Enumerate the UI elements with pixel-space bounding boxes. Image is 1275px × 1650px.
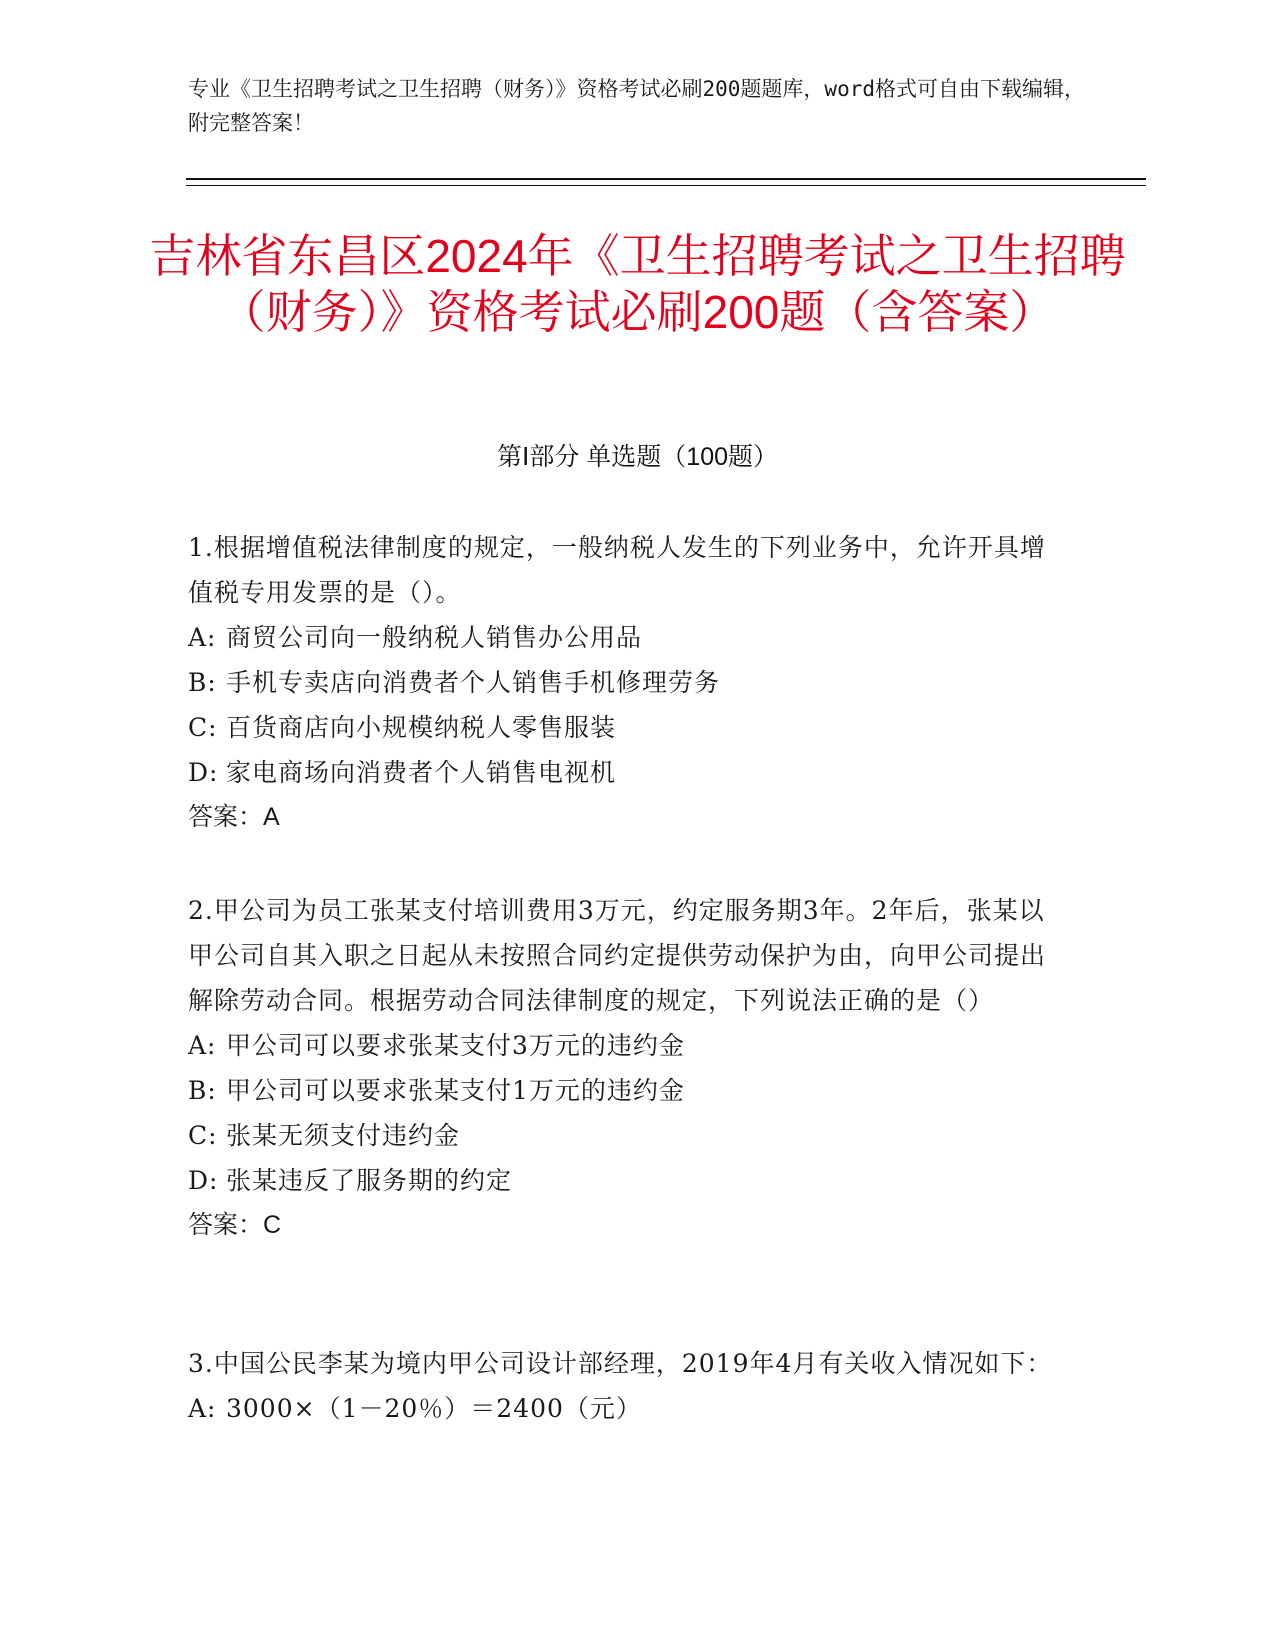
option-text: 甲公司可以要求张某支付1万元的违约金 <box>226 1076 685 1105</box>
answer-label: 答案：C <box>188 1211 282 1239</box>
option-text: 张某无须支付违约金 <box>226 1121 461 1150</box>
question-stem: 1.根据增值税法律制度的规定，一般纳税人发生的下列业务中，允许开具增值税专用发票的是（）。 <box>188 533 1046 607</box>
header-rule-thick <box>186 178 1146 180</box>
document-title: 吉林省东昌区2024年《卫生招聘考试之卫生招聘（财务）》资格考试必刷200题（含答案） <box>149 230 1126 338</box>
option-letter: C: <box>188 713 218 742</box>
option-d <box>188 750 1068 795</box>
question-stem: 2.甲公司为员工张某支付培训费用3万元，约定服务期3年。2年后，张某以甲公司自其入职之日起从未按照合同约定提供劳动保护为由，向甲公司提出解除劳动合同。根据劳动合同法律制度的规定，下列说法正确的是（） <box>188 896 1047 1015</box>
option-text: 商贸公司向一般纳税人销售办公用品 <box>226 623 643 652</box>
section-heading: 第Ⅰ部分 单选题（100题） <box>496 443 779 471</box>
option-letter: B: <box>188 1076 217 1105</box>
option-c <box>188 705 1068 750</box>
option-letter: D: <box>188 1166 219 1195</box>
question-1 <box>188 525 1068 840</box>
option-a <box>188 615 1068 660</box>
option-text: 张某违反了服务期的约定 <box>226 1166 513 1195</box>
option-a <box>188 1386 1068 1431</box>
option-letter: B: <box>188 668 217 697</box>
option-letter: A: <box>188 1394 217 1423</box>
option-b <box>188 1068 1068 1113</box>
option-text: 甲公司可以要求张某支付3万元的违约金 <box>226 1031 685 1060</box>
option-letter: D: <box>188 758 219 787</box>
option-text: 家电商场向消费者个人销售电视机 <box>226 758 617 787</box>
answer-label: 答案：A <box>188 803 280 831</box>
option-letter: A: <box>188 1031 217 1060</box>
header-rule-thin <box>186 185 1146 186</box>
option-text: 3000×（1－20％）＝2400（元） <box>226 1394 642 1423</box>
option-d <box>188 1158 1068 1203</box>
option-c <box>188 1113 1068 1158</box>
option-letter: A: <box>188 623 217 652</box>
question-2 <box>188 888 1068 1248</box>
question-3 <box>188 1341 1068 1431</box>
header-note: 专业《卫生招聘考试之卫生招聘（财务）》资格考试必刷200题题库，word格式可自由下载编辑，附完整答案！ <box>188 77 1085 135</box>
option-text: 手机专卖店向消费者个人销售手机修理劳务 <box>226 668 721 697</box>
option-b <box>188 660 1068 705</box>
option-a <box>188 1023 1068 1068</box>
question-stem: 3.中国公民李某为境内甲公司设计部经理，2019年4月有关收入情况如下： <box>188 1349 1053 1378</box>
option-text: 百货商店向小规模纳税人零售服装 <box>226 713 617 742</box>
option-letter: C: <box>188 1121 218 1150</box>
